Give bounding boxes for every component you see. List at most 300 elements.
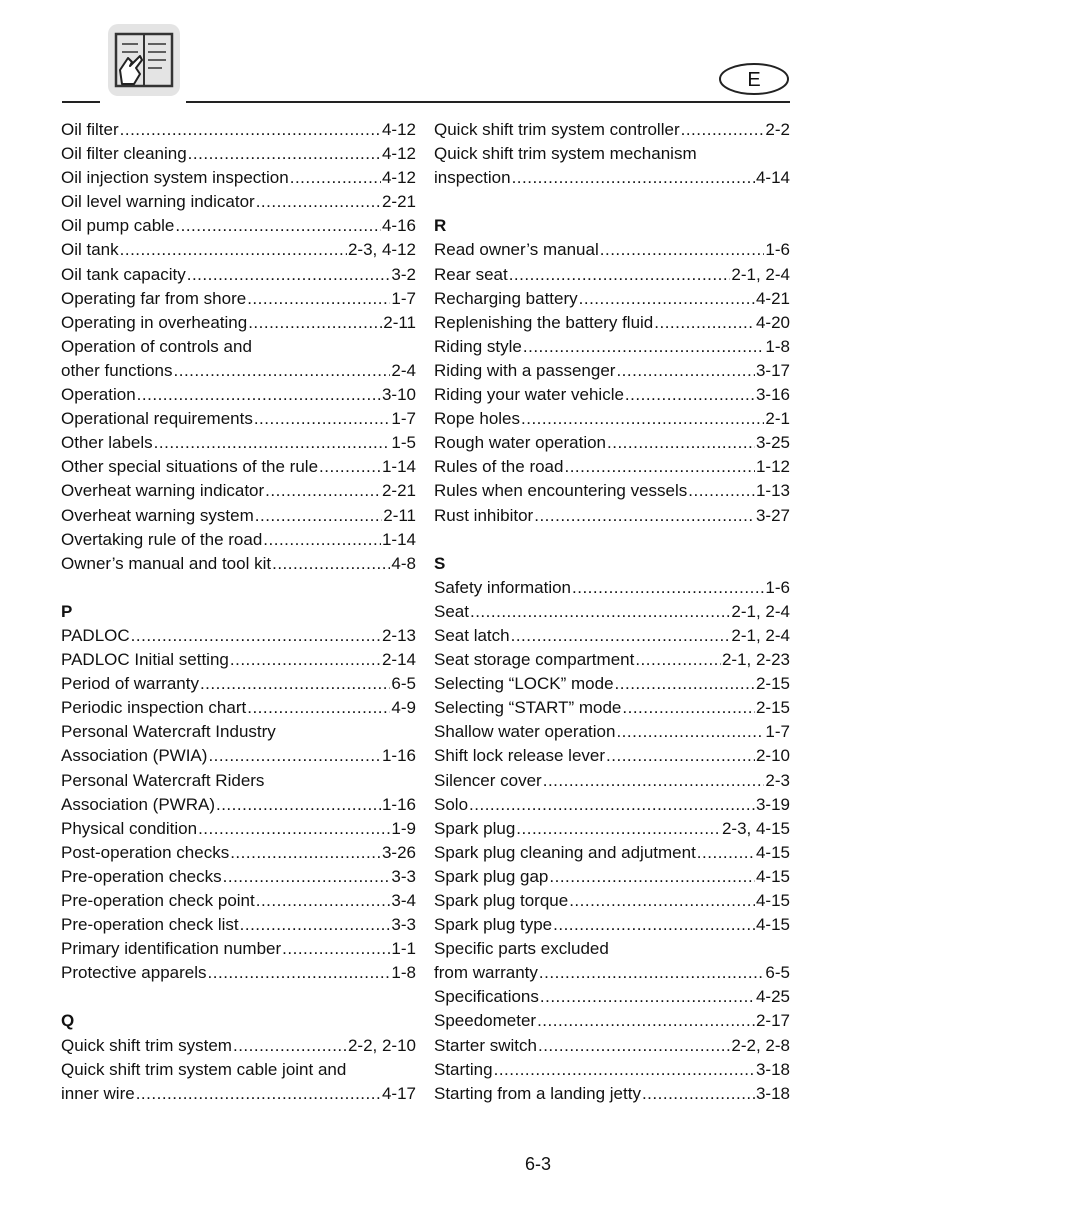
index-entry	[61, 841, 416, 865]
index-entry-leader	[539, 961, 765, 985]
index-entry	[61, 961, 416, 985]
index-entry-leader	[200, 672, 390, 696]
index-entry-text: Pre-operation checks	[61, 866, 222, 886]
index-entry-page: 2-11	[383, 505, 416, 525]
index-entry-page: 4-16	[381, 216, 416, 236]
index-entry-text: Oil level warning indicator	[61, 192, 255, 212]
index-entry-page: 4-20	[755, 312, 790, 332]
index-entry	[61, 769, 416, 793]
index-entry-leader	[470, 600, 730, 624]
index-entry-page: 2-13	[381, 625, 416, 645]
index-entry-leader	[282, 937, 390, 961]
index-entry-text: Overheat warning indicator	[61, 481, 265, 501]
index-entry	[61, 720, 416, 744]
index-entry-page: 6-5	[765, 963, 790, 983]
index-entry-leader	[240, 913, 391, 937]
index-entry-leader	[216, 793, 381, 817]
index-entry-text: Seat latch	[434, 625, 510, 645]
index-entry-leader	[509, 263, 731, 287]
index-entry-leader	[131, 624, 381, 648]
index-entry	[434, 913, 790, 937]
index-entry	[61, 1082, 416, 1106]
index-entry	[61, 696, 416, 720]
index-entry-page: 4-15	[755, 891, 790, 910]
index-entry-leader	[272, 552, 390, 576]
index-entry-text: Selecting “START” mode	[434, 698, 622, 718]
index-entry	[61, 431, 416, 455]
index-entry-page: 2-10	[755, 746, 790, 766]
index-entry-leader	[543, 769, 765, 793]
index-entry-page: 1-5	[391, 433, 416, 453]
index-entry-text: Solo	[434, 794, 469, 814]
page-number: 6-3	[524, 1154, 551, 1174]
index-entry-text: Rules of the road	[434, 457, 564, 477]
index-entry-page: 2-11	[383, 312, 416, 332]
index-entry-leader	[188, 142, 381, 166]
index-entry-leader	[174, 359, 391, 383]
index-entry	[61, 648, 416, 672]
index-entry-text: Rough water operation	[434, 433, 607, 453]
index-entry-page: 1-7	[765, 722, 790, 742]
index-entry-leader	[538, 1034, 730, 1058]
index-entry	[61, 142, 416, 166]
index-entry-page: 4-12	[381, 168, 416, 188]
index-entry	[61, 311, 416, 335]
index-entry	[61, 359, 416, 383]
index-entry-text: Period of warranty	[61, 674, 199, 694]
index-entry-page: 3-26	[381, 842, 416, 862]
index-letter-r: R	[434, 216, 447, 236]
index-entry-page: 1-16	[381, 794, 416, 814]
index-entry-page: 4-21	[755, 288, 790, 308]
index-entry	[434, 431, 790, 455]
index-entry	[61, 528, 416, 552]
index-entry-page: 2-15	[755, 698, 790, 718]
index-letter-s: S	[434, 553, 446, 573]
index-entry-text: Rust inhibitor	[434, 505, 534, 525]
index-entry	[61, 793, 416, 817]
index-entry-page: 3-4	[391, 891, 416, 910]
index-entry-text: Rear seat	[434, 264, 508, 284]
index-entry-page: 2-15	[755, 674, 790, 694]
index-entry-leader	[681, 118, 765, 142]
index-entry-text: Association (PWIA)	[61, 746, 208, 766]
index-entry	[434, 455, 790, 479]
index-entry	[434, 383, 790, 407]
index-entry-text: Overheat warning system	[61, 505, 254, 525]
index-entry-text: PADLOC	[61, 625, 130, 645]
index-entry-leader	[625, 383, 755, 407]
index-entry-page: 2-1, 2-4	[731, 264, 790, 284]
index-entry	[434, 889, 790, 913]
index-entry-page: 2-17	[755, 1011, 790, 1031]
index-entry-text: Owner’s manual and tool kit	[61, 553, 272, 573]
index-entry-page: 2-21	[381, 192, 416, 212]
index-entry-leader	[512, 166, 755, 190]
index-entry-leader	[616, 720, 764, 744]
index-entry	[61, 287, 416, 311]
index-entry	[434, 817, 790, 841]
index-entry	[434, 985, 790, 1009]
index-entry-text: Shift lock release lever	[434, 746, 606, 766]
index-entry-text: Specific parts excluded	[434, 939, 609, 959]
index-entry-leader	[256, 889, 391, 913]
index-group-o-left	[61, 118, 416, 576]
index-entry-page: 3-2	[391, 264, 416, 284]
index-entry-page: 3-27	[755, 505, 790, 525]
index-entry-leader	[697, 841, 755, 865]
index-entry	[61, 817, 416, 841]
index-entry	[434, 841, 790, 865]
index-entry	[434, 744, 790, 768]
index-entry-leader	[511, 624, 731, 648]
index-entry	[61, 937, 416, 961]
index-group-p	[61, 624, 416, 985]
index-entry-text: Replenishing the battery fluid	[434, 312, 654, 332]
index-entry	[434, 576, 790, 600]
index-entry-page: 2-1, 2-4	[731, 625, 790, 645]
index-entry	[434, 1009, 790, 1033]
index-entry	[434, 1058, 790, 1082]
index-entry-text: Riding your water vehicle	[434, 385, 624, 405]
index-group-q-right	[434, 118, 790, 190]
index-entry-text: Personal Watercraft Industry	[61, 722, 276, 742]
index-entry-leader	[516, 817, 721, 841]
index-entry-leader	[198, 817, 390, 841]
index-entry-text: from warranty	[434, 963, 538, 983]
index-entry-page: 4-14	[755, 168, 790, 188]
index-entry-text: Riding with a passenger	[434, 360, 616, 380]
index-letter-p: P	[61, 601, 73, 621]
index-entry	[61, 865, 416, 889]
index-entry-leader	[255, 504, 382, 528]
index-entry-page: 1-8	[391, 963, 416, 983]
index-entry	[434, 769, 790, 793]
index-entry-text: Starting from a landing jetty	[434, 1083, 641, 1103]
index-entry-text: Operation	[61, 385, 136, 405]
index-entry-text: Pre-operation check point	[61, 891, 255, 910]
index-entry-leader	[549, 865, 755, 889]
index-entry	[434, 672, 790, 696]
index-entry	[434, 166, 790, 190]
index-entry-page: 1-12	[755, 457, 790, 477]
index-entry	[61, 263, 416, 287]
index-entry-leader	[553, 913, 755, 937]
index-entry-text: Spark plug gap	[434, 866, 549, 886]
index-entry-text: Shallow water operation	[434, 722, 616, 742]
index-entry-leader	[635, 648, 721, 672]
index-entry-page: 4-9	[391, 698, 416, 718]
index-entry-text: Quick shift trim system	[61, 1035, 232, 1055]
index-entry-text: Safety information	[434, 577, 572, 597]
index-entry-page: 1-16	[381, 746, 416, 766]
index-entry-page: 4-17	[381, 1083, 416, 1103]
header-rule-right	[186, 101, 790, 103]
index-entry-text: Oil pump cable	[61, 216, 175, 236]
hand-pointing-book-icon	[106, 22, 182, 98]
index-entry	[434, 335, 790, 359]
index-entry-leader	[521, 407, 764, 431]
index-entry-text: Seat	[434, 601, 469, 621]
index-entry-page: 3-10	[381, 385, 416, 405]
index-entry-text: Oil filter cleaning	[61, 144, 187, 164]
index-entry-leader	[290, 166, 381, 190]
index-entry	[434, 238, 790, 262]
index-entry-text: Spark plug type	[434, 915, 553, 935]
index-entry-leader	[256, 190, 381, 214]
index-entry-leader	[600, 238, 765, 262]
index-entry-leader	[208, 744, 381, 768]
index-entry	[434, 118, 790, 142]
index-entry	[434, 865, 790, 889]
index-entry	[434, 624, 790, 648]
index-letter-q: Q	[61, 1011, 75, 1031]
index-entry	[61, 1058, 416, 1082]
index-entry-leader	[230, 648, 381, 672]
index-entry-page: 1-14	[381, 529, 416, 549]
index-entry-leader	[606, 744, 755, 768]
index-entry-text: Riding style	[434, 336, 522, 356]
index-entry-leader	[607, 431, 755, 455]
index-entry-leader	[534, 504, 755, 528]
index-entry-page: 3-3	[391, 866, 416, 886]
index-entry-page: 3-16	[755, 385, 790, 405]
index-entry-text: Other labels	[61, 433, 153, 453]
index-entry	[434, 1034, 790, 1058]
index-group-s	[434, 576, 790, 1106]
index-entry-page: 4-15	[755, 842, 790, 862]
index-entry	[61, 504, 416, 528]
index-entry-page: 6-5	[391, 674, 416, 694]
index-entry	[434, 1082, 790, 1106]
index-entry	[61, 913, 416, 937]
index-group-r	[434, 238, 790, 527]
language-badge	[718, 62, 790, 96]
index-entry-leader	[564, 455, 755, 479]
index-entry	[61, 889, 416, 913]
index-entry-page: 1-7	[391, 409, 416, 429]
index-entry-page: 3-18	[755, 1083, 790, 1103]
index-entry-leader	[223, 865, 391, 889]
index-entry	[61, 190, 416, 214]
index-entry-leader	[254, 407, 391, 431]
index-entry-text: Seat storage compartment	[434, 650, 635, 670]
index-entry	[434, 504, 790, 528]
index-entry-leader	[319, 455, 381, 479]
index-entry-page: 1-7	[391, 288, 416, 308]
index-entry-leader	[622, 696, 755, 720]
index-entry-text: Oil injection system inspection	[61, 168, 289, 188]
index-entry-text: Oil tank capacity	[61, 264, 186, 284]
index-entry-leader	[233, 1034, 347, 1058]
index-entry-text: Operation of controls and	[61, 336, 252, 356]
index-entry	[434, 696, 790, 720]
index-entry-page: 1-8	[765, 336, 790, 356]
index-entry-text: Silencer cover	[434, 770, 542, 790]
index-entry-page: 1-13	[755, 481, 790, 501]
index-entry-text: Quick shift trim system cable joint and	[61, 1059, 347, 1079]
index-entry-text: Personal Watercraft Riders	[61, 770, 265, 790]
index-entry	[434, 720, 790, 744]
index-entry-leader	[248, 311, 382, 335]
index-entry-leader	[569, 889, 755, 913]
index-entry-text: Rules when encountering vessels	[434, 481, 688, 501]
index-entry-text: Operational requirements	[61, 409, 253, 429]
index-entry-leader	[120, 238, 347, 262]
index-entry	[434, 961, 790, 985]
index-entry-page: 3-18	[755, 1059, 790, 1079]
index-entry	[61, 455, 416, 479]
index-entry-leader	[615, 672, 755, 696]
index-entry-page: 1-6	[765, 577, 790, 597]
index-entry-text: Spark plug	[434, 818, 516, 838]
index-entry-page: 3-25	[755, 433, 790, 453]
index-entry	[61, 672, 416, 696]
index-entry	[61, 552, 416, 576]
index-entry-page: 1-14	[381, 457, 416, 477]
index-entry-text: Other special situations of the rule	[61, 457, 319, 477]
index-entry-page: 2-2, 2-10	[347, 1035, 416, 1055]
index-entry	[434, 311, 790, 335]
index-entry	[434, 937, 790, 961]
index-entry-text: Periodic inspection chart	[61, 698, 247, 718]
index-entry-leader	[247, 696, 390, 720]
index-entry-text: Rope holes	[434, 409, 521, 429]
index-entry-text: Post-operation checks	[61, 842, 230, 862]
index-entry	[61, 479, 416, 503]
index-entry-leader	[265, 479, 381, 503]
index-entry-text: Quick shift trim system controller	[434, 120, 680, 139]
index-entry	[61, 407, 416, 431]
index-entry-leader	[187, 263, 391, 287]
index-entry-text: Quick shift trim system mechanism	[434, 144, 697, 164]
index-entry-leader	[537, 1009, 755, 1033]
index-entry-page: 4-8	[391, 553, 416, 573]
index-entry-text: inner wire	[61, 1083, 135, 1103]
index-entry-leader	[175, 214, 381, 238]
index-entry-leader	[494, 1058, 755, 1082]
index-entry-page: 2-4	[391, 360, 416, 380]
index-entry-page: 3-19	[755, 794, 790, 814]
index-entry	[434, 407, 790, 431]
index-entry-text: Speedometer	[434, 1011, 537, 1031]
index-entry-page: 2-3, 4-12	[347, 240, 416, 260]
index-entry-leader	[230, 841, 381, 865]
index-entry-text: Operating in overheating	[61, 312, 248, 332]
index-entry	[434, 142, 790, 166]
index-entry-text: Association (PWRA)	[61, 794, 215, 814]
index-entry-leader	[263, 528, 381, 552]
index-entry-page: 2-2, 2-8	[731, 1035, 790, 1055]
index-entry-leader	[616, 359, 755, 383]
index-entry-leader	[579, 287, 755, 311]
index-entry-page: 2-21	[381, 481, 416, 501]
language-badge-label: E	[747, 69, 761, 91]
index-entry	[434, 359, 790, 383]
index-group-q-left	[61, 1034, 416, 1106]
index-entry	[61, 624, 416, 648]
index-entry-text: Operating far from shore	[61, 288, 247, 308]
index-entry-text: Primary identification number	[61, 939, 282, 959]
index-entry-text: inspection	[434, 168, 511, 188]
index-entry	[434, 648, 790, 672]
index-entry-text: Pre-operation check list	[61, 915, 239, 935]
index-entry-text: Selecting “LOCK” mode	[434, 674, 614, 694]
index-entry	[61, 238, 416, 262]
index-entry-leader	[688, 479, 755, 503]
index-entry-page: 2-3	[765, 770, 790, 790]
index-entry	[61, 335, 416, 359]
index-entry	[61, 744, 416, 768]
index-entry	[61, 118, 416, 142]
index-entry-page: 4-15	[755, 915, 790, 935]
index-entry-leader	[137, 383, 381, 407]
index-entry-page: 1-1	[391, 939, 416, 959]
index-entry-leader	[120, 118, 381, 142]
index-entry	[61, 383, 416, 407]
index-entry-page: 1-9	[391, 818, 416, 838]
index-entry-text: Specifications	[434, 987, 539, 1007]
index-entry-leader	[469, 793, 755, 817]
index-entry-page: 2-14	[381, 650, 416, 670]
index-entry-leader	[136, 1082, 381, 1106]
index-entry-text: Protective apparels	[61, 963, 207, 983]
index-entry-text: Starter switch	[434, 1035, 537, 1055]
index-entry-text: Spark plug torque	[434, 891, 569, 910]
index-entry-text: Read owner’s manual	[434, 240, 599, 260]
index-entry-leader	[540, 985, 755, 1009]
index-entry	[61, 1034, 416, 1058]
index-entry-page: 3-3	[391, 915, 416, 935]
index-entry-leader	[654, 311, 755, 335]
index-entry-page: 2-1, 2-23	[721, 650, 790, 670]
index-entry	[61, 214, 416, 238]
index-entry-page: 1-6	[765, 240, 790, 260]
index-entry-leader	[572, 576, 764, 600]
index-entry-page: 2-1	[765, 409, 790, 429]
index-entry-text: PADLOC Initial setting	[61, 650, 229, 670]
header-rule-left	[62, 101, 100, 103]
index-entry-page: 4-12	[381, 120, 416, 139]
index-entry	[61, 166, 416, 190]
index-entry-leader	[523, 335, 765, 359]
index-entry	[434, 287, 790, 311]
index-entry-page: 3-17	[755, 360, 790, 380]
index-entry-page: 4-25	[755, 987, 790, 1007]
index-entry-page: 4-12	[381, 144, 416, 164]
index-entry-text: Oil filter	[61, 120, 119, 139]
index-entry-leader	[247, 287, 390, 311]
index-entry-page: 4-15	[755, 866, 790, 886]
index-entry-text: Starting	[434, 1059, 493, 1079]
index-entry	[434, 263, 790, 287]
index-entry-leader	[154, 431, 391, 455]
index-column-right	[434, 118, 790, 1106]
index-entry	[434, 600, 790, 624]
index-entry	[434, 479, 790, 503]
index-column-left	[61, 118, 416, 1106]
index-entry-page: 2-3, 4-15	[721, 818, 790, 838]
index-entry-text: Overtaking rule of the road	[61, 529, 263, 549]
index-entry-text: Oil tank	[61, 240, 119, 260]
index-entry	[434, 793, 790, 817]
index-entry-page: 2-2	[765, 120, 790, 139]
index-entry-text: Recharging battery	[434, 288, 578, 308]
index-entry-text: Physical condition	[61, 818, 198, 838]
index-entry-page: 2-1, 2-4	[731, 601, 790, 621]
index-entry-text: Spark plug cleaning and adjutment	[434, 842, 696, 862]
index-entry-leader	[208, 961, 391, 985]
